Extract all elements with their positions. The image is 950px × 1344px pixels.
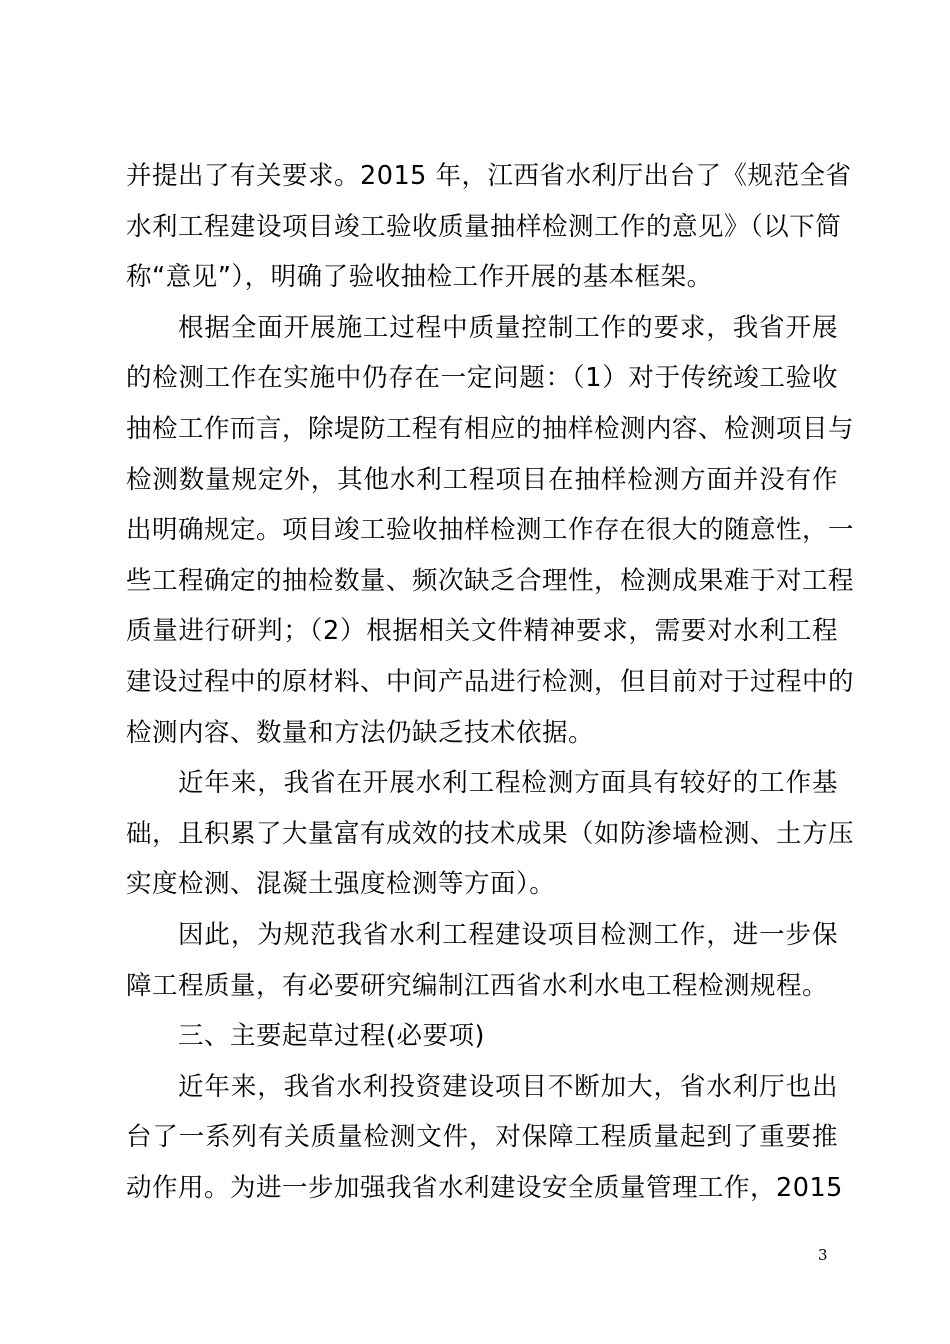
- text-line: 因此，为规范我省水利工程建设项目检测工作，进一步保: [178, 919, 838, 950]
- page-number: 3: [818, 1246, 828, 1264]
- text-line: 建设过程中的原材料、中间产品进行检测，但目前对于过程中的: [126, 666, 855, 697]
- text-line: 并提出了有关要求。2015 年，江西省水利厅出台了《规范全省: [126, 161, 852, 191]
- text-line: 近年来，我省水利投资建设项目不断加大，省水利厅也出: [178, 1071, 838, 1102]
- text-line: 障工程质量，有必要研究编制江西省水利水电工程检测规程。: [126, 970, 829, 1001]
- text-line: 检测内容、数量和方法仍缺乏技术依据。: [126, 717, 595, 748]
- text-line: 检测数量规定外，其他水利工程项目在抽样检测方面并没有作: [126, 464, 838, 495]
- text-line: 动作用。为进一步加强我省水利建设安全质量管理工作，2015: [126, 1172, 843, 1203]
- text-line: 根据全面开展施工过程中质量控制工作的要求，我省开展: [178, 312, 838, 343]
- body-text: [126, 151, 855, 1213]
- text-line: 实度检测、混凝土强度检测等方面）。: [126, 869, 556, 900]
- text-line: 三、主要起草过程(必要项): [178, 1021, 485, 1052]
- text-line: 台了一系列有关质量检测文件，对保障工程质量起到了重要推: [126, 1122, 838, 1153]
- text-line: 水利工程建设项目竣工验收质量抽样检测工作的意见》（以下简: [126, 211, 842, 242]
- text-line: 些工程确定的抽检数量、频次缺乏合理性，检测成果难于对工程: [126, 565, 855, 596]
- text-line: 质量进行研判；（2）根据相关文件精神要求，需要对水利工程: [126, 616, 838, 647]
- text-line: 近年来，我省在开展水利工程检测方面具有较好的工作基: [178, 768, 838, 799]
- text-line: 抽检工作而言，除堤防工程有相应的抽样检测内容、检测项目与: [126, 413, 855, 444]
- text-line: 础，且积累了大量富有成效的技术成果（如防渗墙检测、土方压: [126, 818, 855, 849]
- text-line: 的检测工作在实施中仍存在一定问题：（1）对于传统竣工验收: [126, 363, 838, 394]
- text-line: 出明确规定。项目竣工验收抽样检测工作存在很大的随意性，一: [126, 515, 855, 546]
- text-line: 称“意见”），明确了验收抽检工作开展的基本框架。: [126, 262, 713, 293]
